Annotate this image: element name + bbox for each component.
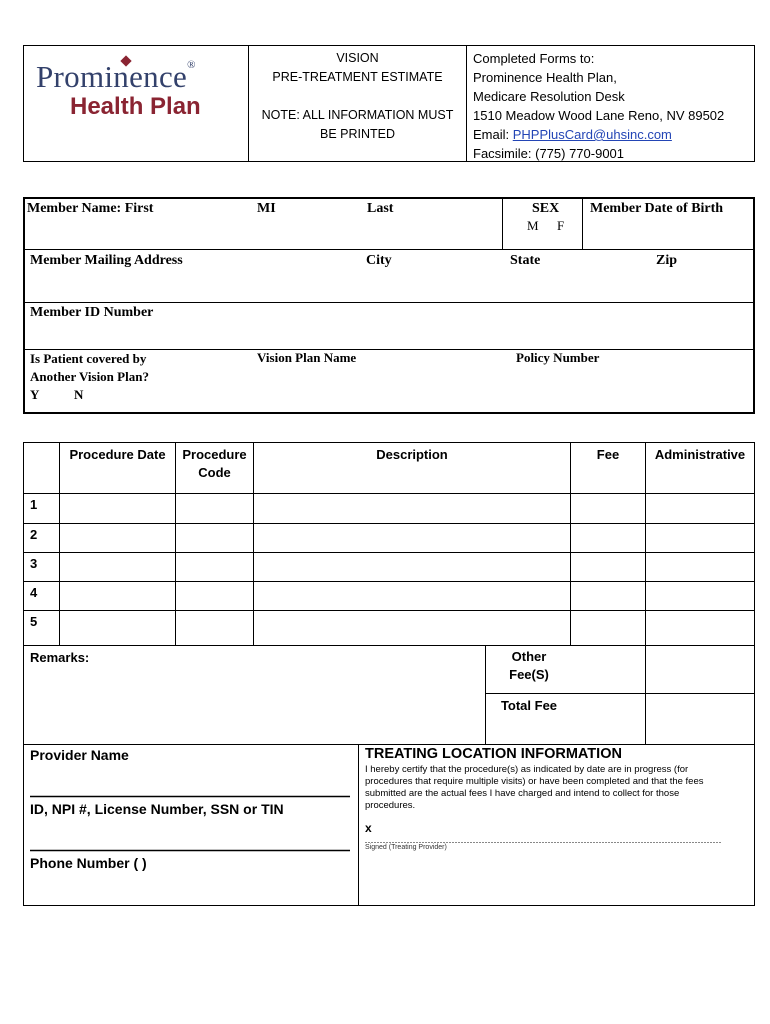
- member-dob-label: Member Date of Birth: [590, 201, 724, 216]
- signature-field[interactable]: [365, 826, 723, 842]
- vision-plan-label: Vision Plan Name: [257, 350, 357, 365]
- covered-line2: Another Vision Plan?: [30, 369, 149, 384]
- contact-line3: Medicare Resolution Desk: [473, 89, 625, 104]
- note-line2: BE PRINTED: [319, 127, 395, 141]
- provider-phone-label: Phone Number ( ): [30, 855, 147, 871]
- other-fees-line1: Other: [511, 649, 547, 664]
- col-administrative: Administrative: [654, 447, 746, 462]
- col-description: Description: [376, 447, 448, 462]
- member-zip-label: Zip: [656, 253, 678, 268]
- remarks-label: Remarks:: [30, 650, 90, 665]
- col-code-line1: Procedure: [182, 447, 247, 462]
- sex-m-option[interactable]: M: [527, 218, 539, 233]
- contact-line2: Prominence Health Plan,: [473, 70, 617, 85]
- total-fee-label: Total Fee: [500, 698, 558, 713]
- member-id-label: Member ID Number: [30, 305, 154, 320]
- fax-line: Facsimile: (775) 770-9001: [473, 146, 625, 161]
- member-address-label: Member Mailing Address: [30, 253, 183, 268]
- member-city-label: City: [366, 253, 392, 268]
- title-line1: VISION: [336, 51, 379, 65]
- certification-text: I hereby certify that the procedure(s) as indicated by date are in progress (for procedures that require multiple visits) or have been completed and that the fees submitted are the actual fees I have charged and intend to collect for those procedures.: [365, 764, 704, 811]
- provider-name-label: Provider Name: [30, 747, 129, 763]
- provider-ids-label: ID, NPI #, License Number, SSN or TIN: [30, 801, 284, 817]
- sex-label: SEX: [532, 201, 560, 216]
- row-number: 5: [30, 614, 38, 629]
- row-number: 3: [30, 556, 38, 571]
- policy-number-label: Policy Number: [516, 350, 600, 365]
- member-last-label: Last: [367, 201, 394, 216]
- logo-line1: Prominence®: [36, 59, 196, 94]
- email-label: Email:: [473, 127, 513, 142]
- logo-line2: Health Plan: [70, 93, 201, 120]
- col-fee: Fee: [596, 447, 620, 462]
- col-procedure-date: Procedure Date: [69, 447, 166, 462]
- signed-caption: Signed (Treating Provider): [365, 844, 447, 851]
- sex-f-option[interactable]: F: [557, 218, 565, 233]
- row-number: 2: [30, 527, 38, 542]
- col-code-line2: Code: [198, 465, 231, 480]
- covered-line1: Is Patient covered by: [30, 351, 147, 366]
- title-line2: PRE-TREATMENT ESTIMATE: [272, 70, 443, 84]
- email-link[interactable]: PHPPlusCard@uhsinc.com: [512, 127, 672, 142]
- other-fees-line2: Fee(S): [509, 667, 549, 682]
- row-number: 4: [30, 585, 38, 600]
- covered-yes-option[interactable]: Y: [30, 387, 40, 402]
- covered-no-option[interactable]: N: [74, 387, 84, 402]
- member-name-first-label: Member Name: First: [27, 201, 154, 216]
- member-mi-label: MI: [257, 201, 276, 216]
- row-number: 1: [30, 497, 38, 512]
- signature-x-mark: x: [365, 821, 372, 835]
- treating-location-title: TREATING LOCATION INFORMATION: [365, 746, 622, 762]
- note-line1: NOTE: ALL INFORMATION MUST: [261, 108, 454, 122]
- contact-line4: 1510 Meadow Wood Lane Reno, NV 89502: [473, 108, 725, 123]
- contact-line1: Completed Forms to:: [473, 51, 595, 66]
- member-state-label: State: [510, 253, 541, 268]
